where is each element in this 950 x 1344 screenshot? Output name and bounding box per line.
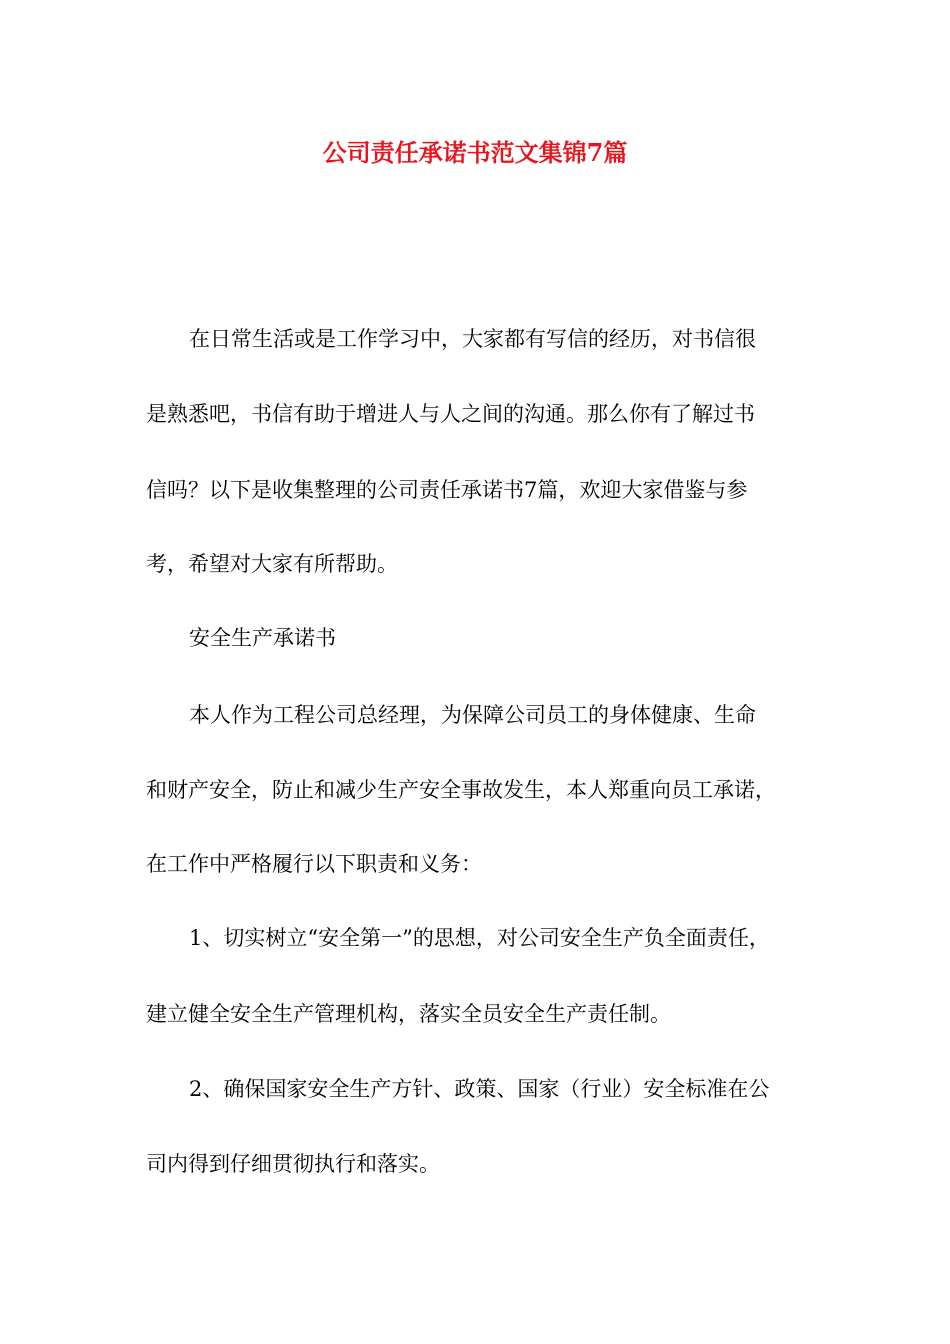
- section-heading: 安全生产承诺书: [189, 626, 336, 650]
- intro-line-3: 信吗？以下是收集整理的公司责任承诺书7篇，欢迎大家借鉴与参: [146, 478, 748, 502]
- item-1-line-2: 建立健全安全生产管理机构，落实全员安全生产责任制。: [146, 1002, 671, 1026]
- intro-line-1: 在日常生活或是工作学习中，大家都有写信的经历，对书信很: [189, 327, 756, 351]
- item-1-line-1: 1、切实树立“安全第一”的思想，对公司安全生产负全面责任，: [189, 926, 770, 950]
- intro-line-4: 考，希望对大家有所帮助。: [146, 552, 398, 576]
- item-2-line-2: 司内得到仔细贯彻执行和落实。: [146, 1152, 440, 1176]
- body-line-2: 和财产安全，防止和减少生产安全事故发生，本人郑重向员工承诺，: [146, 778, 776, 802]
- intro-line-2: 是熟悉吧，书信有助于增进人与人之间的沟通。那么你有了解过书: [146, 402, 755, 426]
- body-line-1: 本人作为工程公司总经理，为保障公司员工的身体健康、生命: [189, 703, 756, 727]
- item-2-line-1: 2、确保国家安全生产方针、政策、国家（行业）安全标准在公: [189, 1077, 770, 1101]
- body-line-3: 在工作中严格履行以下职责和义务：: [146, 852, 482, 876]
- document-title: 公司责任承诺书范文集锦7篇: [322, 138, 628, 167]
